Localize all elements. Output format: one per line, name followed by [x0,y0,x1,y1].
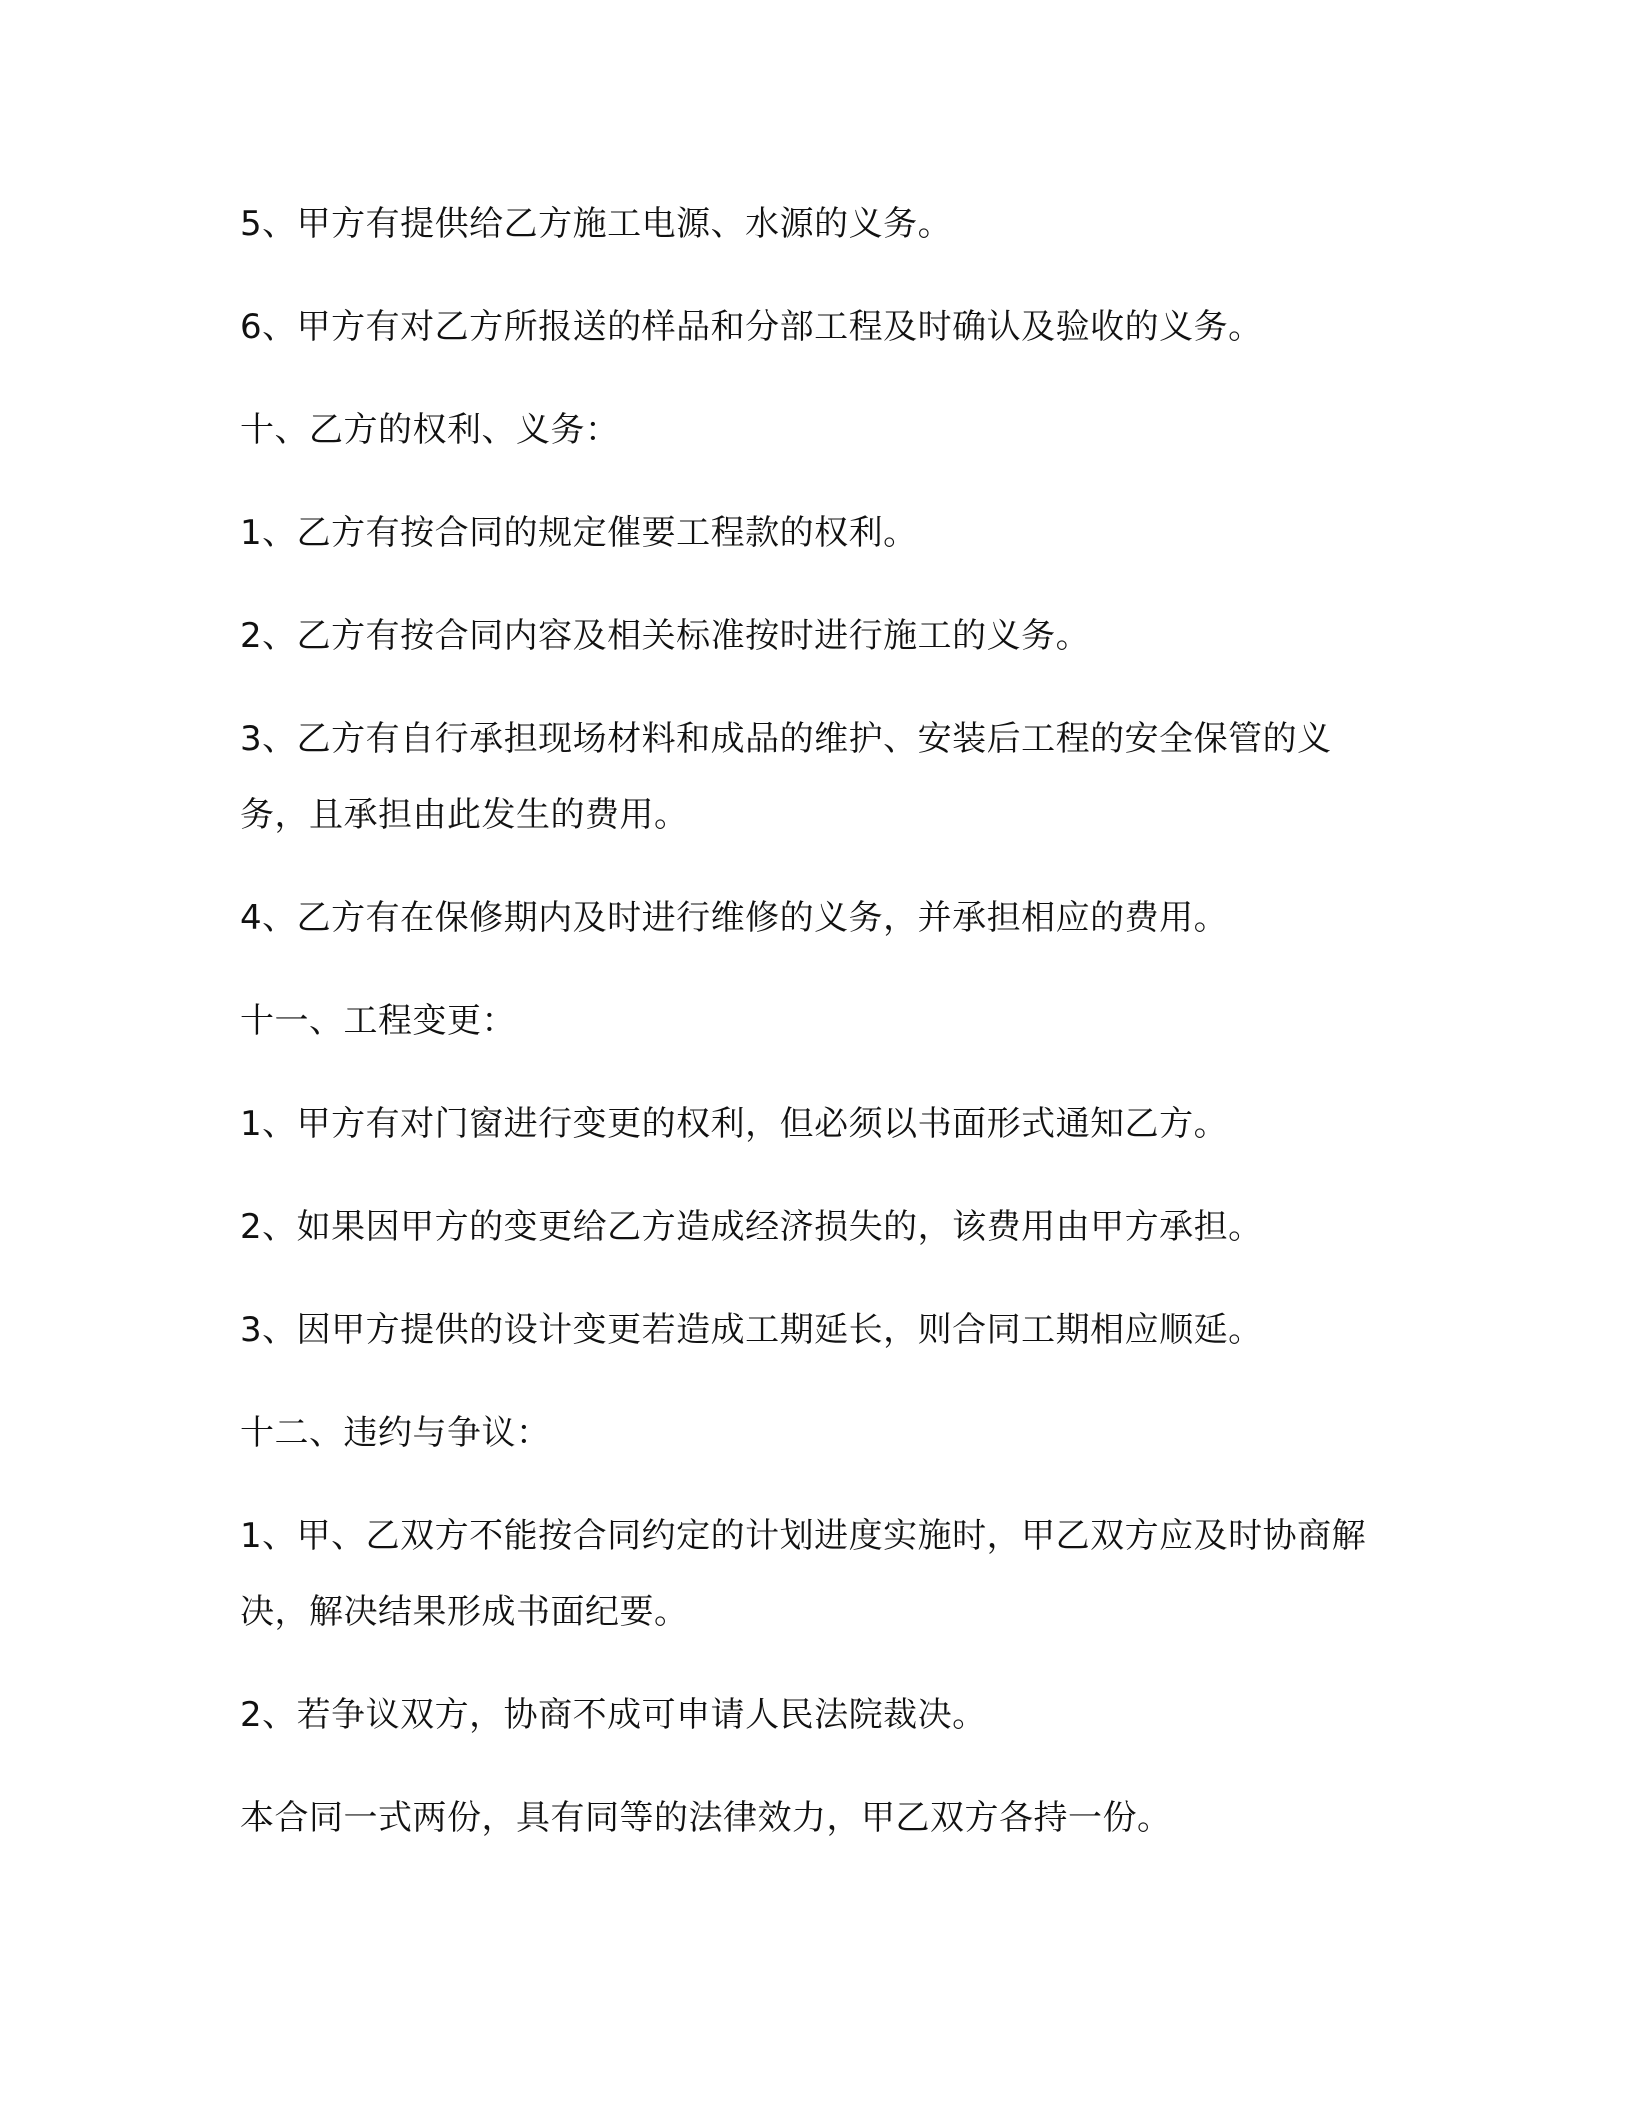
clause-paragraph: 2、乙方有按合同内容及相关标准按时进行施工的义务。 [240,616,1091,656]
clause-paragraph: 3、乙方有自行承担现场材料和成品的维护、安装后工程的安全保管的义务，且承担由此发生的费用。 [240,719,1332,835]
clause-paragraph: 6、甲方有对乙方所报送的样品和分部工程及时确认及验收的义务。 [240,307,1263,347]
clause-paragraph: 2、若争议双方，协商不成可申请人民法院裁决。 [240,1695,987,1735]
clause-paragraph: 1、甲、乙双方不能按合同约定的计划进度实施时，甲乙双方应及时协商解决，解决结果形成书面纪要。 [240,1516,1367,1632]
clause-paragraph: 4、乙方有在保修期内及时进行维修的义务，并承担相应的费用。 [240,898,1229,938]
clause-paragraph: 5、甲方有提供给乙方施工电源、水源的义务。 [240,204,953,244]
clause-paragraph: 1、甲方有对门窗进行变更的权利，但必须以书面形式通知乙方。 [240,1104,1229,1144]
closing-paragraph: 本合同一式两份，具有同等的法律效力，甲乙双方各持一份。 [240,1798,1172,1838]
clause-paragraph: 2、如果因甲方的变更给乙方造成经济损失的，该费用由甲方承担。 [240,1207,1263,1247]
section-heading: 十二、违约与争议： [240,1413,551,1453]
section-heading: 十、乙方的权利、义务： [240,410,620,450]
document-body [240,186,1392,1856]
clause-paragraph: 3、因甲方提供的设计变更若造成工期延长，则合同工期相应顺延。 [240,1310,1263,1350]
clause-paragraph: 1、乙方有按合同的规定催要工程款的权利。 [240,513,918,553]
section-heading: 十一、工程变更： [240,1001,516,1041]
